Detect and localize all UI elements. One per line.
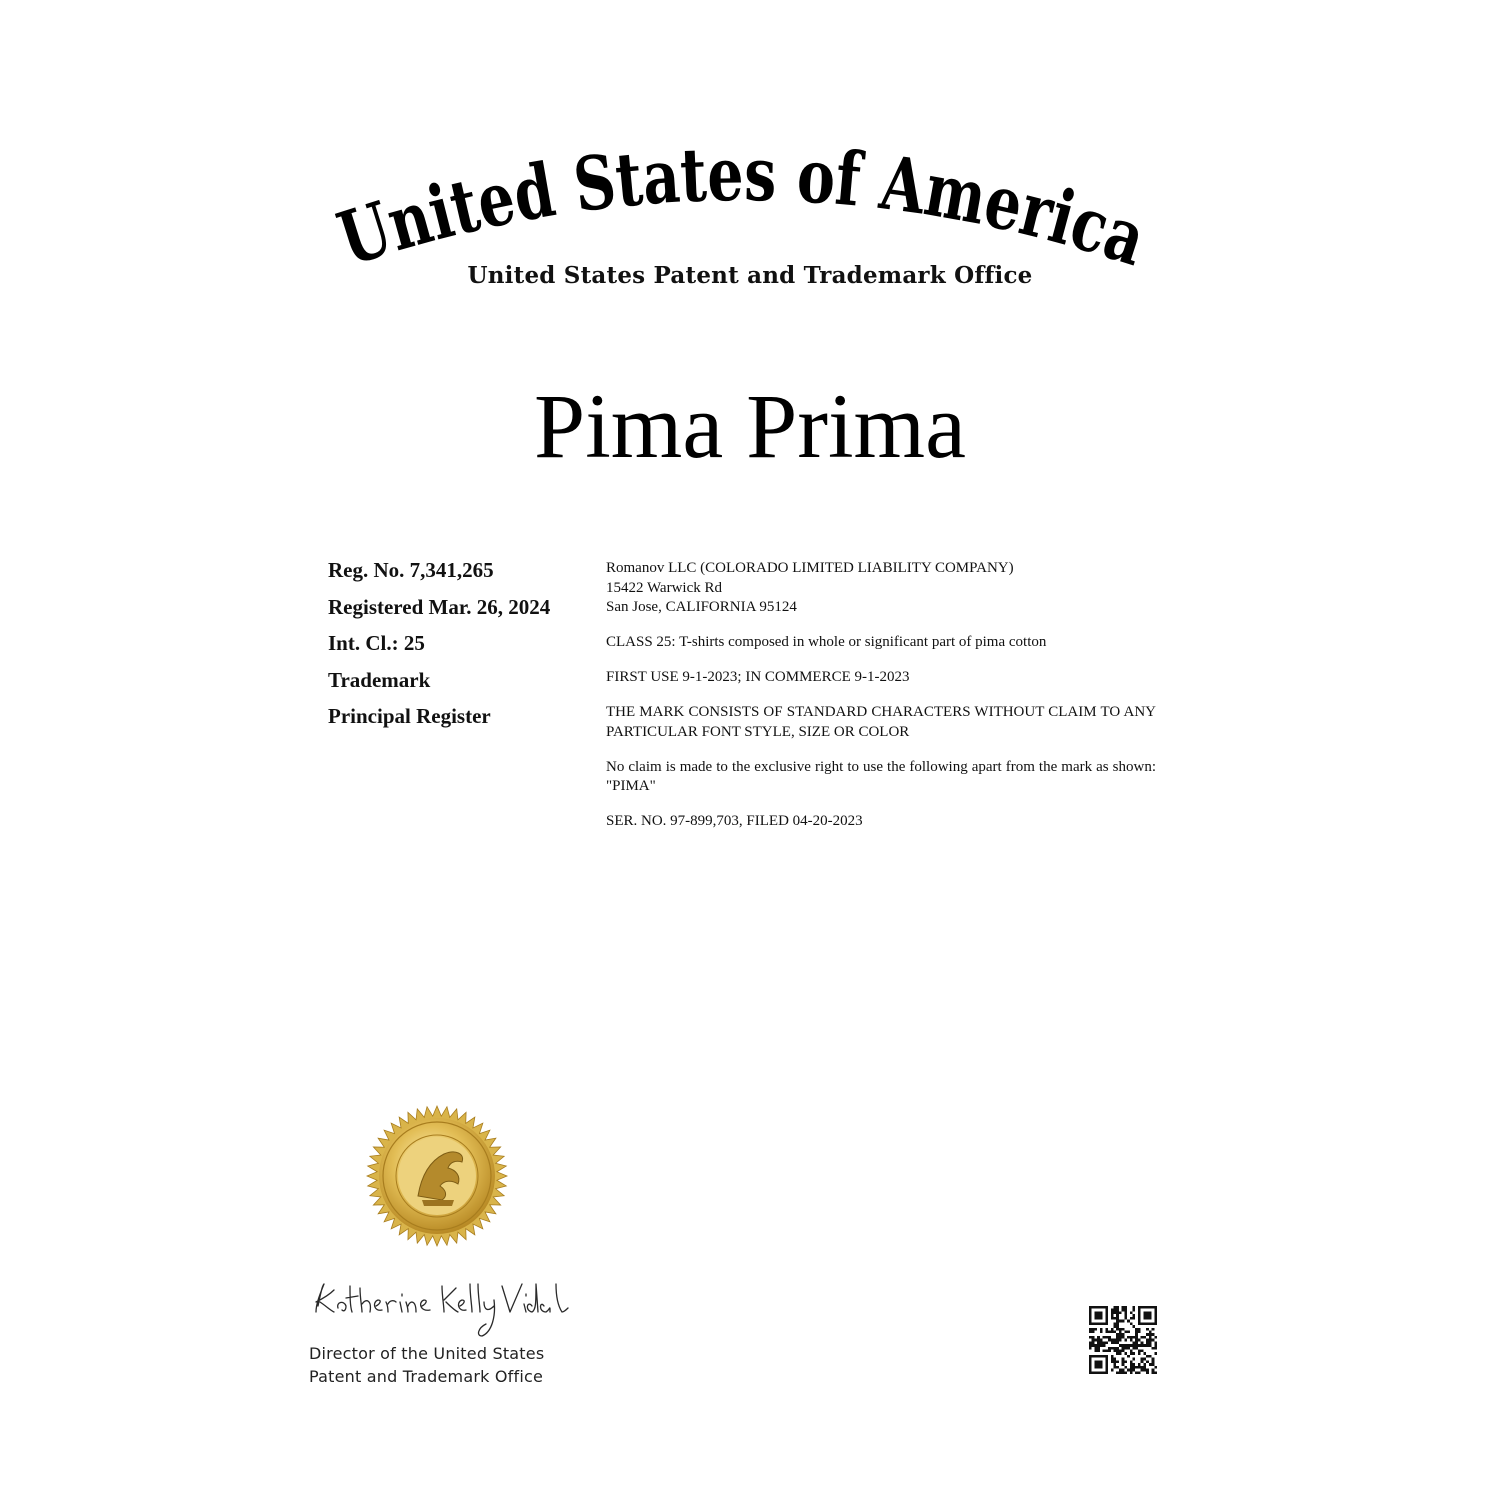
reg-number: Reg. No. 7,341,265	[328, 558, 494, 582]
owner-address-line1: 15422 Warwick Rd	[606, 579, 723, 596]
registration-type: Trademark	[328, 667, 431, 692]
serial-number: SER. NO. 97-899,703, FILED 04-20-2023	[606, 813, 863, 829]
svg-text:United States of America	[328, 131, 1167, 287]
qr-code-icon	[1089, 1305, 1157, 1375]
uspto-seal-icon	[366, 1100, 508, 1252]
registered-date: Registered Mar. 26, 2024	[328, 594, 551, 619]
owner-address-line2: San Jose, CALIFORNIA 95124	[606, 599, 797, 615]
register-name: Principal Register	[328, 704, 491, 728]
signature-icon	[310, 1272, 570, 1344]
registration-details	[606, 559, 1156, 847]
signatory-title	[309, 1342, 544, 1388]
header-title: United States of America	[328, 131, 1167, 287]
disclaimer: No claim is made to the exclusive right to use the following apart from the mark as shown: "PIMA"	[606, 758, 1156, 794]
registration-summary	[328, 552, 588, 735]
owner-block	[606, 559, 1156, 618]
header-subtitle: United States Patent and Trademark Office	[467, 262, 1033, 289]
trademark-mark: Pima Prima	[534, 375, 966, 477]
owner-name: Romanov LLC (COLORADO LIMITED LIABILITY COMPANY)	[606, 560, 1014, 576]
goods-class: CLASS 25: T-shirts composed in whole or significant part of pima cotton	[606, 634, 1047, 650]
signatory-title-line1: Director of the United States	[309, 1344, 545, 1363]
signatory-title-line2: Patent and Trademark Office	[309, 1367, 544, 1386]
mark-description: THE MARK CONSISTS OF STANDARD CHARACTERS WITHOUT CLAIM TO ANY PARTICULAR FONT STYLE, SIZE OR COLOR	[606, 704, 1156, 740]
first-use: FIRST USE 9-1-2023; IN COMMERCE 9-1-2023	[606, 669, 910, 685]
international-class: Int. Cl.: 25	[328, 631, 425, 655]
